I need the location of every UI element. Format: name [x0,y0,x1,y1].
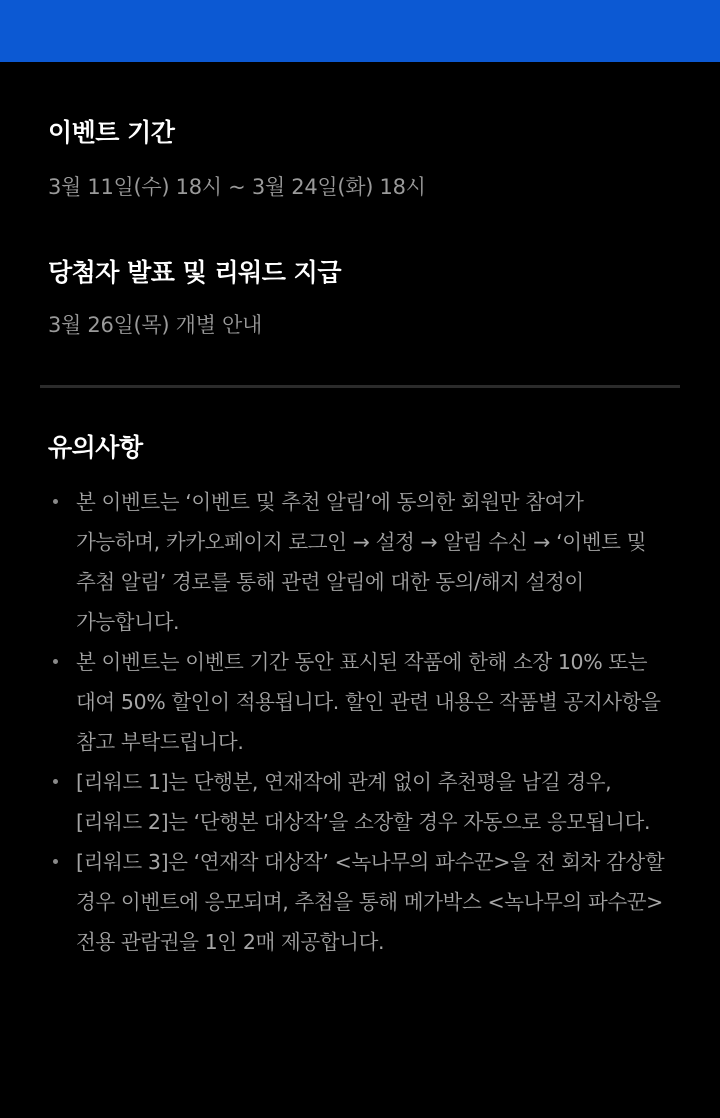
event-period-title: 이벤트 기간 [48,118,175,147]
winner-announcement-value: 3월 26일(목) 개별 안내 [48,313,262,337]
section-divider [40,385,680,388]
notice-list [48,482,668,962]
notice-item-text: 본 이벤트는 ‘이벤트 및 추천 알림’에 동의한 회원만 참여가 가능하며, 카카오페이지 로그인 → 설정 → 알림 수신 → ‘이벤트 및 추첨 알림’ 경로를 통해 관련 알림에 대한 동의/해지 설정이 가능합니다. [76,490,646,634]
notice-item [48,482,668,642]
bullet-icon [53,659,58,664]
notice-item [48,642,668,762]
event-period-value: 3월 11일(수) 18시 ~ 3월 24일(화) 18시 [48,175,426,199]
winner-announcement-title: 당첨자 발표 및 리워드 지급 [48,258,341,287]
bullet-icon [53,499,58,504]
notice-item-text: 본 이벤트는 이벤트 기간 동안 표시된 작품에 한해 소장 10% 또는 대여 50% 할인이 적용됩니다. 할인 관련 내용은 작품별 공지사항을 참고 부탁드립니다. [76,650,661,754]
top-banner [0,0,720,62]
notice-title: 유의사항 [48,433,143,462]
notice-item-text: [리워드 1]는 단행본, 연재작에 관계 없이 추천평을 남길 경우, [리워드 2]는 ‘단행본 대상작’을 소장할 경우 자동으로 응모됩니다. [76,770,651,834]
notice-item [48,842,668,962]
bullet-icon [53,859,58,864]
notice-item [48,762,668,842]
notice-item-text: [리워드 3]은 ‘연재작 대상작’ <녹나무의 파수꾼>을 전 회차 감상할 경우 이벤트에 응모되며, 추첨을 통해 메가박스 <녹나무의 파수꾼> 전용 관람권을 1인 2매 제공합니다. [76,850,665,954]
bullet-icon [53,779,58,784]
